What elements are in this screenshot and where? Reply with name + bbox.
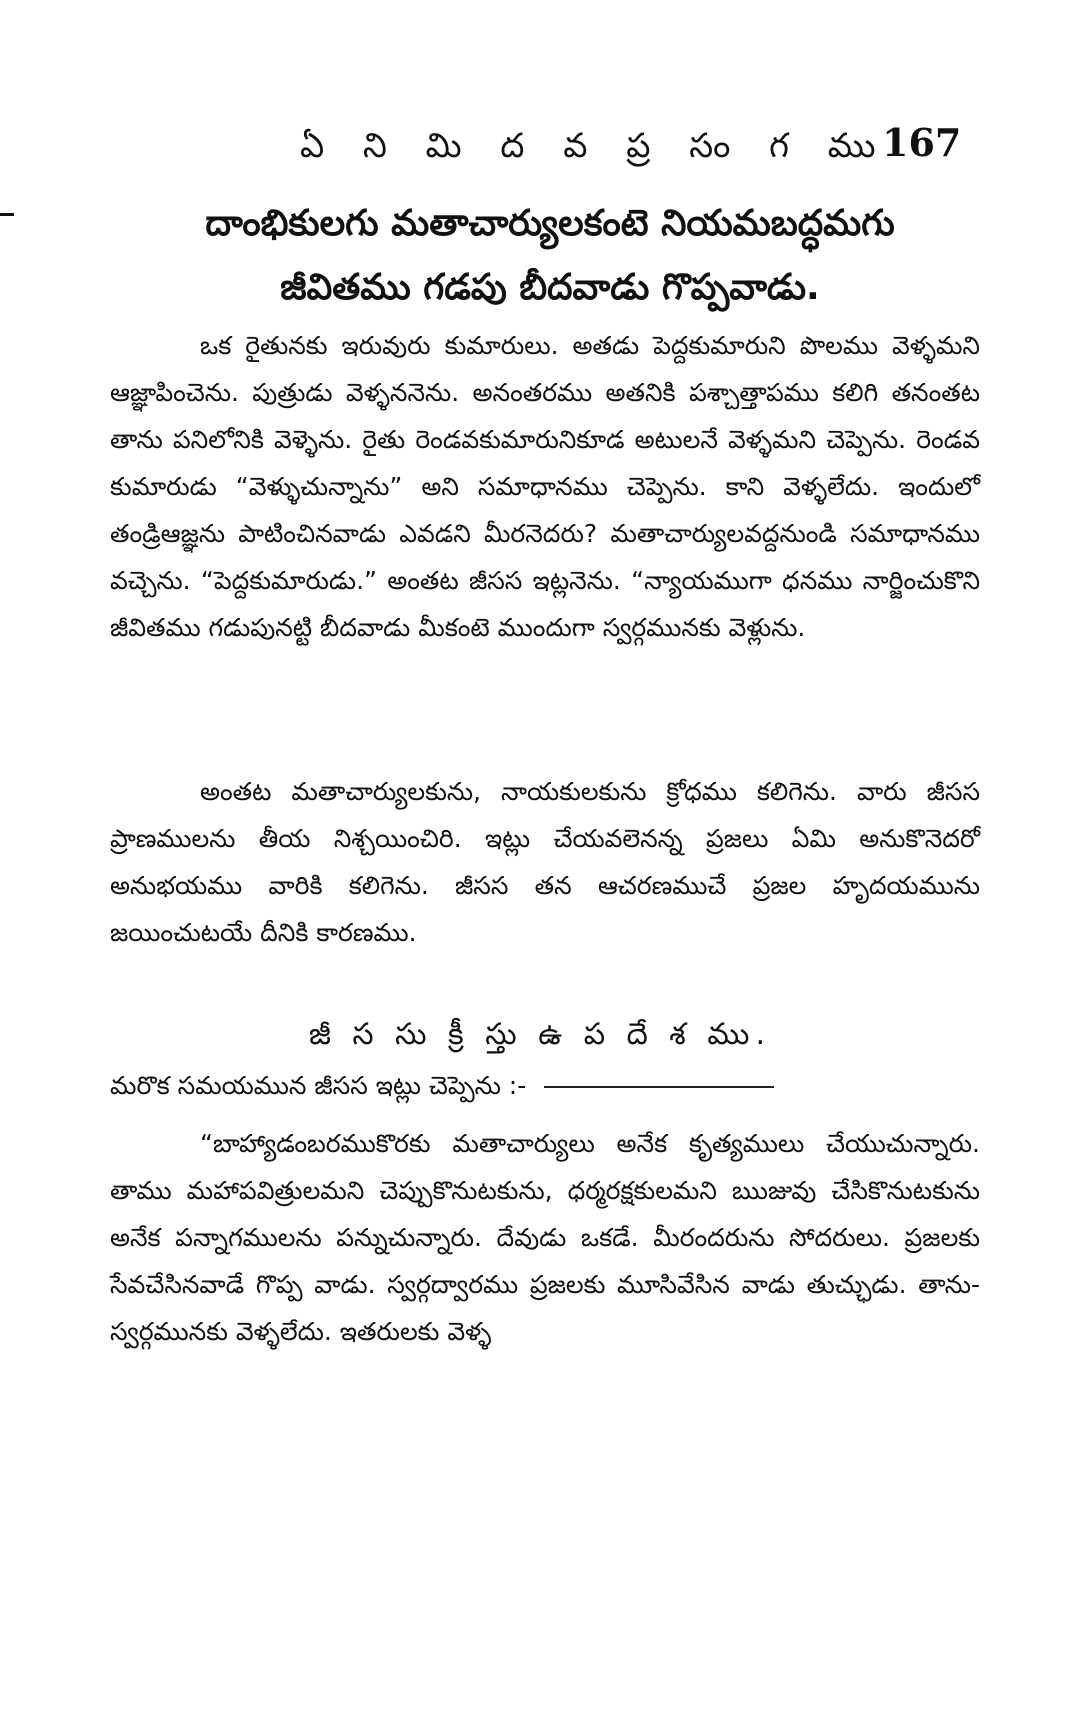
paragraph-1-text: ఒక రైతునకు ఇరువురు కుమారులు. అతడు పెద్దకుమారుని పొలము వెళ్ళమని ఆజ్ఞాపించెను. పుత్రుడు వెళ్ళననెను. అనంతరము అతనికి పశ్చాత్తాపము కలిగి తనంతట తాను పనిలోనికి వెళ్ళెను. రైతు రెండవకుమారునికూడ అటులనే వెళ్ళమని చెప్పెను. రెండవ కుమారుడు “వెళ్ళుచున్నాను” అని సమాధానము చెప్పెను. కాని వెళ్ళలేదు. ఇందులో తండ్రిఆజ్ఞను పాటించినవాడు ఎవడని మీరనెదరు? మతాచార్యులవద్దనుండి సమాధానము వచ్చెను. “పెద్దకుమారుడు.” అంతట జీసస ఇట్లనెను. “న్యాయముగా ధనము నార్జించుకొని జీవితము గడుపునట్టి బీదవాడు మీకంటె ముందుగా స్వర్గమునకు వెళ్లును. [110,331,980,642]
section-intro-text: మరొక సమయమున జీసస ఇట్లు చెప్పెను :- [110,1071,527,1100]
running-head [0,120,1077,170]
paragraph-2-text: అంతట మతాచార్యులకును, నాయకులకును క్రోధము కలిగెను. వారు జీసస ప్రాణములను తీయ నిశ్చయించిరి. ఇట్లు చేయవలెనన్న ప్రజలు ఏమి అనుకొనెదరో అనుభయము వారికి కలిగెను. జీసస తన ఆచరణముచే ప్రజల హృదయమును జయించుటయే దీనికి కారణము. [110,777,980,947]
paragraph-2 [110,768,980,956]
paragraph-1 [110,322,980,651]
page-number: 167 [882,120,962,165]
running-head-title: ఏ ని మి ద వ ప్ర సం గ ము [300,126,890,166]
paragraph-3 [110,1120,980,1355]
paragraph-3-text: “బాహ్యాడంబరముకొరకు మతాచార్యులు అనేక కృత్యములు చేయుచున్నారు. తాము మహాపవిత్రులమని చెప్పుకొనుటకును, ధర్మరక్షకులమని ఋజువు చేసికొనుటకును అనేక పన్నాగములను పన్నుచున్నారు. దేవుడు ఒకడే. మీరందరును సోదరులు. ప్రజలకు సేవచేసినవాడే గొప్ప వాడు. స్వర్గద్వారము ప్రజలకు మూసివేసిన వాడు తుచ్ఛుడు. తాను-స్వర్గమునకు వెళ్ళలేదు. ఇతరులకు వెళ్ళ [110,1129,980,1346]
chapter-title: దాంభికులగు మతాచార్యులకంటె నియమబద్ధమగు జీవితము గడపు బీదవాడు గొప్పవాడు. [205,203,895,308]
section-title: జీ స సు క్రీ స్తు ఉ ప దే శ ము. [309,1017,771,1052]
dash-rule [544,1086,774,1088]
section-intro [110,1062,980,1109]
margin-mark [0,213,14,216]
